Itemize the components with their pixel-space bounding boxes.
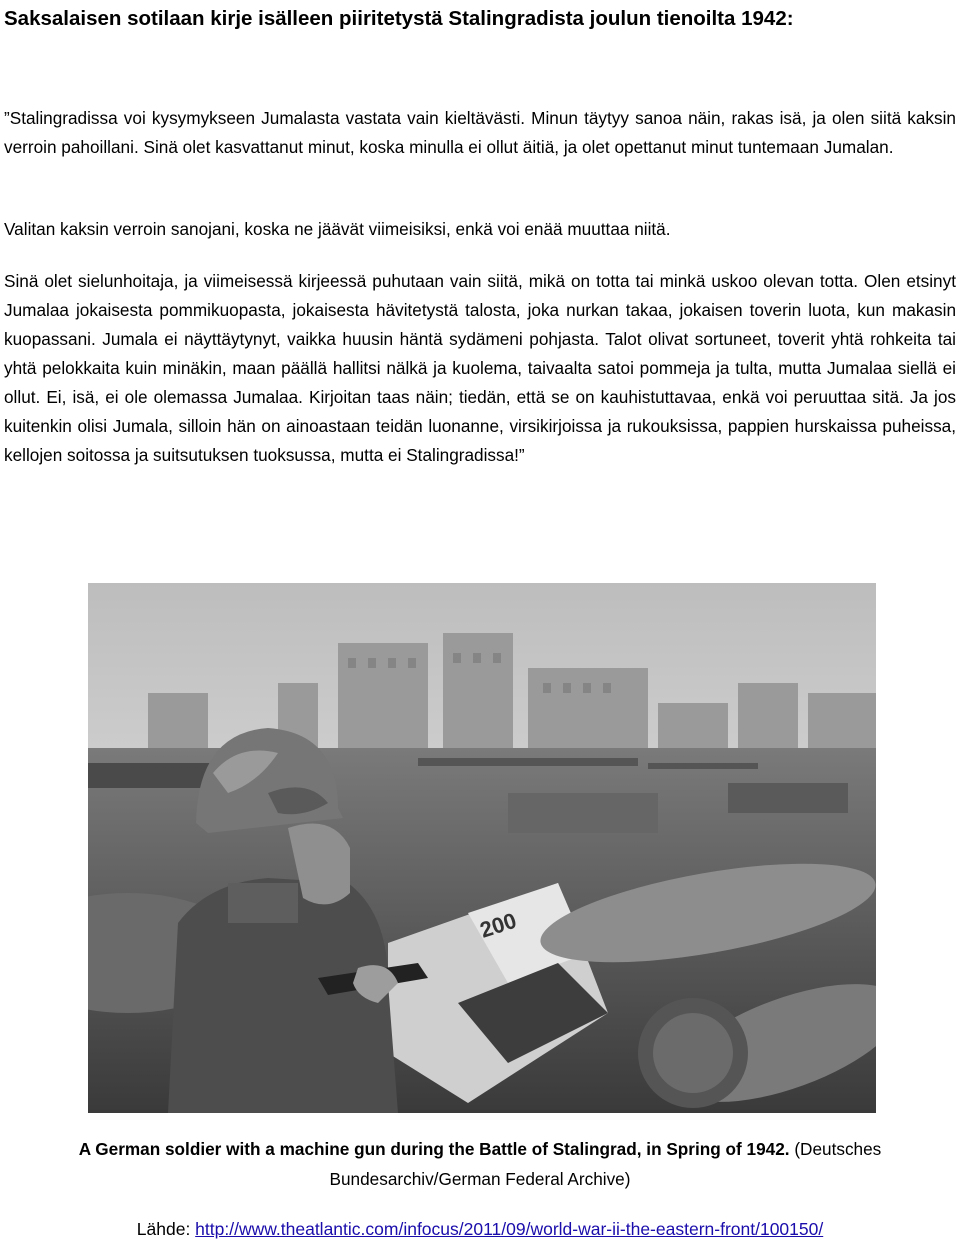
document-title: Saksalaisen sotilaan kirje isälleen piiritetystä Stalingradista joulun tienoilta 1942:	[4, 7, 794, 30]
source-line	[0, 1215, 960, 1243]
caption-credit: (Deutsches Bundesarchiv/German Federal Archive)	[329, 1139, 882, 1189]
letter-paragraph-1: ”Stalingradissa voi kysymykseen Jumalasta vastata vain kieltävästi. Minun täytyy sanoa näin, rakas isä, ja olen siitä kaksin verroin pahoillani. Sinä olet kasvattanut minut, koska minulla ei ollut äitiä, ja olet opettanut minut tuntemaan Jumalan.	[4, 108, 956, 157]
letter-paragraph-3: Sinä olet sielunhoitaja, ja viimeisessä kirjeessä puhutaan vain siitä, mikä on totta tai minkä uskoo olevan totta. Olen etsinyt Jumalaa jokaisesta pommikuopasta, jokaisesta hävitetystä talosta, joka nurkan takaa, jokaisen toverin luota, kun makasin kuopassani. Jumala ei näyttäytynyt, vaikka huusin häntä sydämeni pohjasta. Talot olivat sortuneet, toverit yhtä rohkeita tai yhtä pelokkaita kuin minäkin, maan päällä hallitsi nälkä ja kuolema, taivaalta satoi pommeja ja tulta, mutta Jumalaa siellä ei ollut. Ei, isä, ei ole olemassa Jumalaa. Kirjoitan taas näin; tiedän, että se on kauhistuttavaa, enkä voi peruuttaa sitä. Ja jos kuitenkin olisi Jumala, silloin hän on ainoastaan teidän luonanne, virsikirjoissa ja rukouksissa, pappien hurskaissa puheissa, kellojen soitossa ja suitsutuksen tuoksussa, mutta ei Stalingradissa!”	[4, 271, 956, 465]
stalingrad-soldier-photo	[88, 583, 876, 1113]
letter-paragraph-2: Valitan kaksin verroin sanojani, koska ne jäävät viimeisiksi, enkä voi enää muuttaa niitä.	[4, 219, 671, 239]
source-link[interactable]: http://www.theatlantic.com/infocus/2011/09/world-war-ii-the-eastern-front/100150/	[195, 1219, 824, 1239]
photo-slab-text: 200	[476, 907, 520, 943]
caption-bold: A German soldier with a machine gun during the Battle of Stalingrad, in Spring of 1942.	[78, 1139, 790, 1159]
photo-caption	[4, 1134, 956, 1194]
source-label: Lähde:	[136, 1219, 196, 1239]
